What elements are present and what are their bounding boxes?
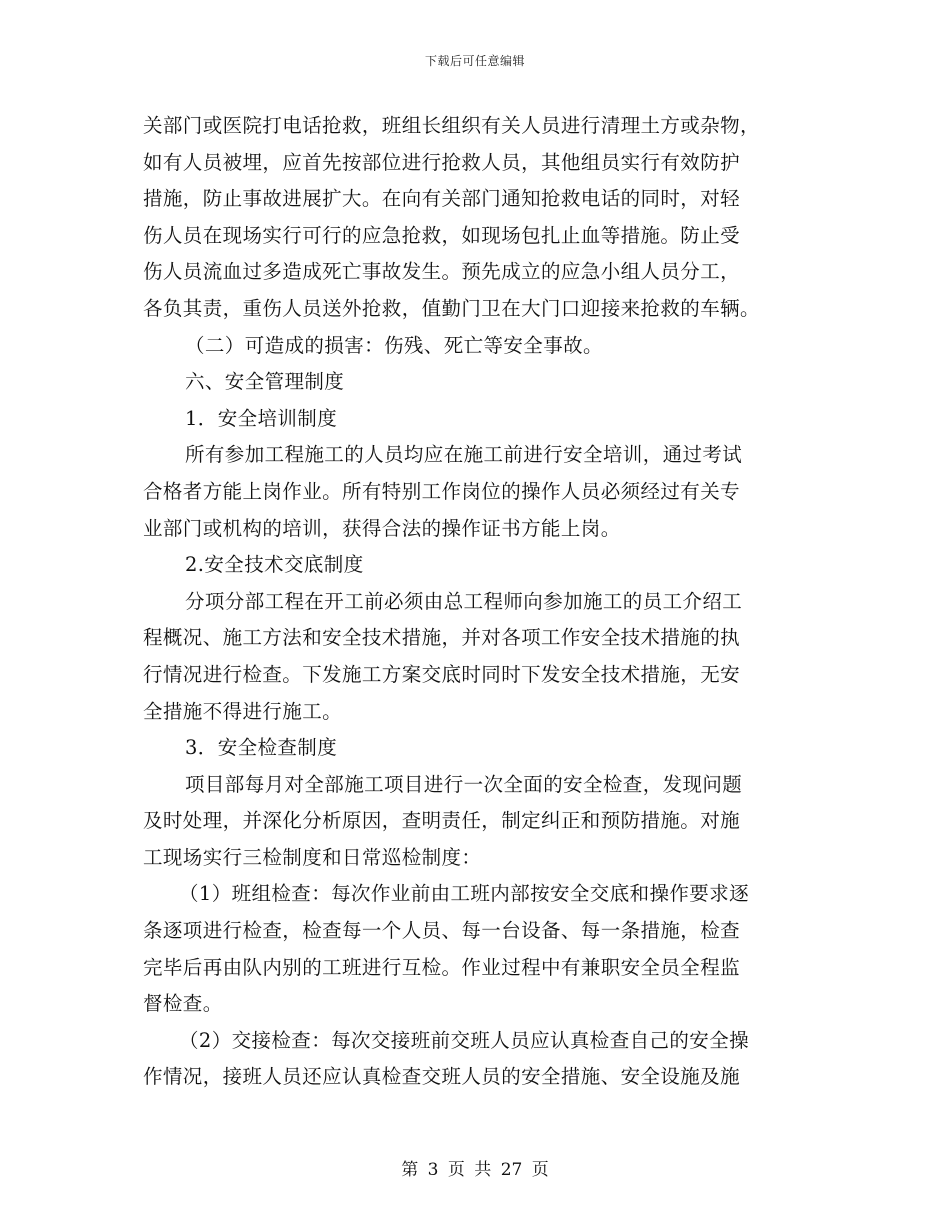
paragraph-line: 行情况进行检查。下发施工方案交底时同时下发安全技术措施，无安: [143, 662, 741, 686]
paragraph-line: 各负其责，重伤人员送外抢救，值勤门卫在大门口迎接来抢救的车辆。: [143, 296, 760, 320]
page-number: 第 3 页 共 27 页: [401, 1160, 549, 1180]
paragraph-line: 程概况、施工方法和安全技术措施，并对各项工作安全技术措施的执: [143, 626, 741, 650]
section-heading: 六、安全管理制度: [185, 370, 345, 394]
paragraph-line: 措施，防止事故进展扩大。在向有关部门通知抢救电话的同时，对轻: [143, 187, 741, 211]
paragraph-line: 督检查。: [143, 992, 223, 1016]
paragraph-line: 条逐项进行检查，检查每一个人员、每一台设备、每一条措施，检查: [143, 919, 741, 943]
page-header-note: 下载后可任意编辑: [424, 54, 525, 68]
paragraph-line: 伤人员流血过多造成死亡事故发生。预先成立的应急小组人员分工，: [143, 260, 741, 284]
paragraph-line: 业部门或机构的培训，获得合法的操作证书方能上岗。: [143, 516, 621, 540]
subsection-heading: 1．安全培训制度: [185, 406, 338, 430]
paragraph-line: 所有参加工程施工的人员均应在施工前进行安全培训，通过考试: [185, 443, 743, 467]
paragraph-line: 全措施不得进行施工。: [143, 699, 343, 723]
damage-statement: （二）可造成的损害：伤残、死亡等安全事故。: [185, 333, 603, 357]
paragraph-line: 及时处理，并深化分析原因，查明责任，制定纠正和预防措施。对施: [143, 809, 741, 833]
paragraph-line: 伤人员在现场实行可行的应急抢救，如现场包扎止血等措施。防止受: [143, 223, 741, 247]
subsection-heading: 2.安全技术交底制度: [185, 553, 364, 577]
document-body: [143, 108, 813, 1096]
paragraph-line: 关部门或医院打电话抢救，班组长组织有关人员进行清理土方或杂物，: [143, 114, 760, 137]
list-item-line: （2）交接检查：每次交接班前交班人员应认真检查自己的安全操: [179, 1028, 750, 1052]
paragraph-line: 如有人员被埋，应首先按部位进行抢救人员，其他组员实行有效防护: [143, 150, 741, 174]
paragraph-line: 工现场实行三检制度和日常巡检制度：: [143, 845, 482, 869]
list-item-line: （1）班组检查：每次作业前由工班内部按安全交底和操作要求逐: [179, 882, 750, 906]
paragraph-line: 作情况，接班人员还应认真检查交班人员的安全措施、安全设施及施: [143, 1065, 741, 1089]
paragraph-line: 项目部每月对全部施工项目进行一次全面的安全检查，发现问题: [185, 772, 743, 796]
paragraph-line: 合格者方能上岗作业。所有特别工作岗位的操作人员必须经过有关专: [143, 479, 741, 503]
paragraph-line: 分项分部工程在开工前必须由总工程师向参加施工的员工介绍工: [185, 589, 743, 613]
subsection-heading: 3．安全检查制度: [185, 736, 338, 760]
paragraph-line: 完毕后再由队内别的工班进行互检。作业过程中有兼职安全员全程监: [143, 955, 741, 979]
